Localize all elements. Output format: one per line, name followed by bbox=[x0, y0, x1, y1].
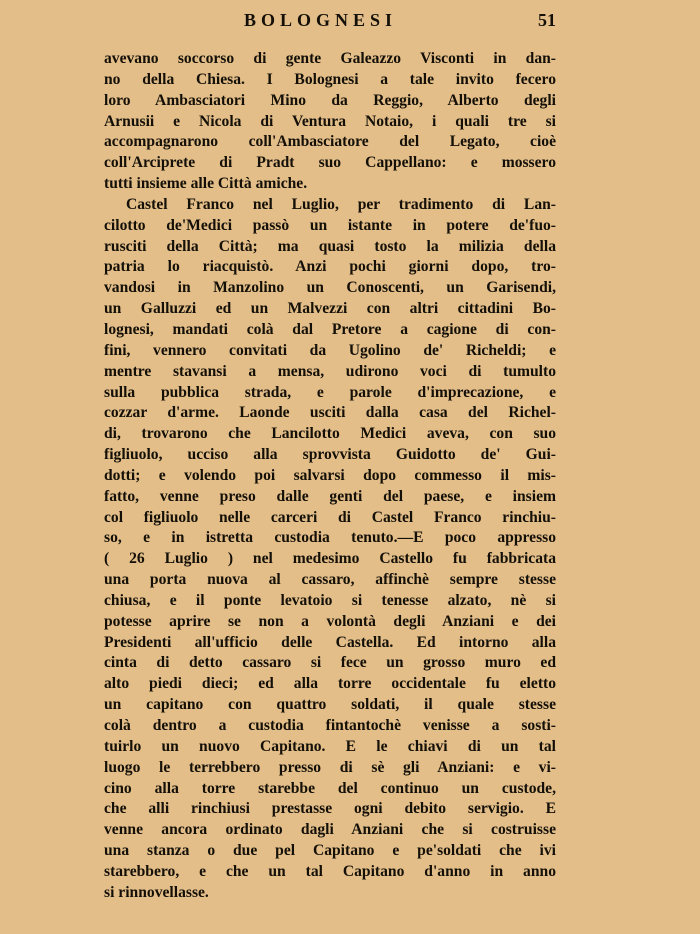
text-line: fatto, venne preso dalle genti del paese, e insiem bbox=[104, 487, 556, 505]
text-line: cino alla torre starebbe del continuo un custode, bbox=[104, 779, 556, 797]
page-number: 51 bbox=[538, 10, 556, 30]
text-line: patria lo riacquistò. Anzi pochi giorni dopo, tro- bbox=[104, 258, 556, 276]
text-line: ( 26 Luglio ) nel medesimo Castello fu fabbricata bbox=[104, 550, 556, 568]
text-line: loro Ambasciatori Mino da Reggio, Alberto degli bbox=[104, 91, 556, 109]
text-line: coll'Arciprete di Pradt suo Cappellano: e mossero bbox=[104, 154, 556, 172]
text-line: che alli rinchiusi prestasse ogni debito servigio. E bbox=[104, 800, 556, 818]
text-line: alto piedi dieci; ed alla torre occidentale fu eletto bbox=[104, 675, 556, 693]
text-line: cilotto de'Medici passò un istante in potere de'fuo- bbox=[104, 216, 556, 234]
text-line: no della Chiesa. I Bolognesi a tale invito fecero bbox=[104, 70, 556, 88]
text-line: tuirlo un nuovo Capitano. E le chiavi di un tal bbox=[104, 737, 556, 755]
text-line: tutti insieme alle Città amiche. bbox=[104, 175, 308, 193]
text-line: un capitano con quattro soldati, il quale stesse bbox=[104, 696, 556, 714]
text-line: fini, vennero convitati da Ugolino de' Richeldi; e bbox=[104, 341, 556, 359]
text-line: col figliuolo nelle carceri di Castel Franco rinchiu- bbox=[104, 508, 556, 526]
text-line: avevano soccorso di gente Galeazzo Visconti in dan- bbox=[104, 50, 556, 67]
text-line: potesse aprire se non a volontà degli Anziani e dei bbox=[104, 612, 556, 630]
text-line: venne ancora ordinato dagli Anziani che si costruisse bbox=[104, 821, 556, 839]
running-title: BOLOGNESI bbox=[244, 10, 398, 30]
text-line: mentre stavansi a mensa, udirono voci di tumulto bbox=[104, 362, 556, 380]
text-line: di, trovarono che Lancilotto Medici aveva, con suo bbox=[104, 425, 556, 443]
text-line: si rinnovellasse. bbox=[104, 883, 209, 901]
text-line: cozzar d'arme. Laonde usciti dalla casa del Richel- bbox=[104, 404, 556, 422]
text-line: vandosi in Manzolino un Conoscenti, un Garisendi, bbox=[104, 279, 556, 297]
text-line: una porta nuova al cassaro, affinchè sempre stesse bbox=[104, 571, 556, 589]
text-line: sulla pubblica strada, e parole d'imprecazione, e bbox=[104, 383, 556, 401]
text-line: accompagnarono coll'Ambasciatore del Legato, cioè bbox=[104, 133, 556, 151]
text-line: una stanza o due pel Capitano e pe'soldati che ivi bbox=[104, 842, 556, 860]
text-line: rusciti della Città; ma quasi tosto la milizia della bbox=[104, 237, 556, 255]
running-head bbox=[104, 10, 556, 36]
text-line: luogo le terrebbero presso di sè gli Anziani: e vi- bbox=[104, 758, 556, 776]
paragraph-start-line: Castel Franco nel Luglio, per tradimento di Lan- bbox=[126, 195, 556, 213]
text-line: starebbero, e che un tal Capitano d'anno in anno bbox=[104, 862, 556, 880]
text-line: un Galluzzi ed un Malvezzi con altri cittadini Bo- bbox=[104, 300, 556, 318]
text-line: colà dentro a custodia fintantochè venisse a sosti- bbox=[104, 717, 556, 734]
text-line: lognesi, mandati colà dal Pretore a cagione di con- bbox=[104, 320, 556, 338]
text-line: figliuolo, ucciso alla sprovvista Guidotto de' Gui- bbox=[104, 446, 556, 464]
text-line: Arnusii e Nicola di Ventura Notaio, i quali tre si bbox=[104, 112, 556, 130]
body-text bbox=[104, 49, 556, 904]
text-line: Presidenti all'ufficio delle Castella. Ed intorno alla bbox=[104, 633, 556, 651]
text-line: dotti; e volendo poi salvarsi dopo commesso il mis- bbox=[104, 466, 556, 484]
text-line: chiusa, e il ponte levatoio si tenesse alzato, nè si bbox=[104, 591, 556, 609]
text-line: so, e in istretta custodia tenuto.—E poco appresso bbox=[104, 529, 556, 547]
text-line: cinta di detto cassaro si fece un grosso muro ed bbox=[104, 654, 556, 672]
